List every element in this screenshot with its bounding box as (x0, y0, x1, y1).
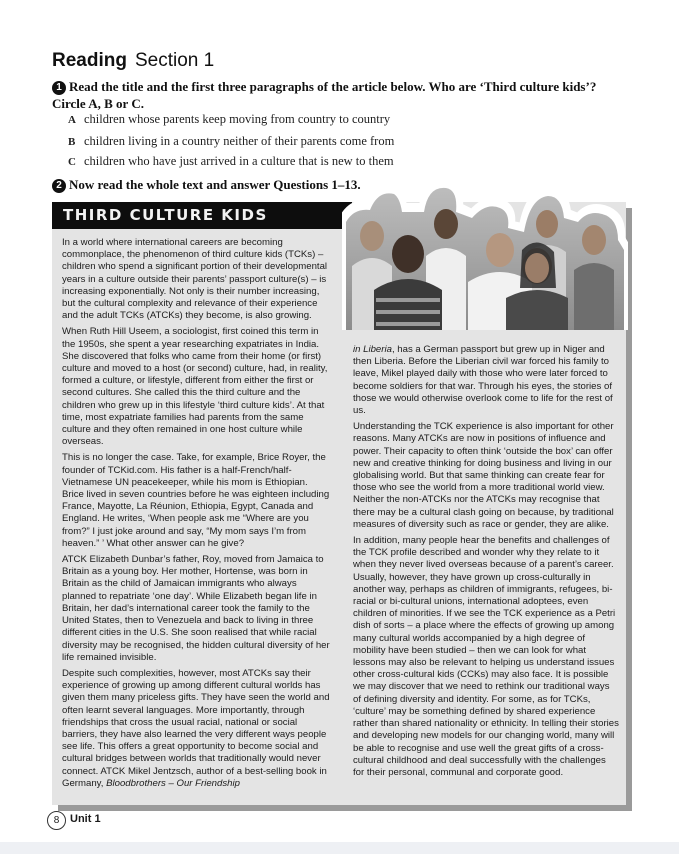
paragraph: This is no longer the case. Take, for example, Brice Royer, the founder of TCKid.com. His father is a half-French/half-Vietnamese UN peacekeeper, while his mom is Ethiopian. Brice lived in seven countries before he was eighteen including France, Mayotte, La Réunion, Ethiopia, Egypt, Canada and England. He writes, ‘When people ask me “Where are you from?” I just joke around and say, “My mom says I’m from heaven.” ’ What other answer can he give? (62, 452, 330, 549)
question-number-badge: 1 (52, 81, 66, 95)
option-letter: A (68, 114, 76, 126)
option-a[interactable] (68, 112, 390, 127)
group-of-teenagers-photo (342, 178, 628, 330)
book-title: Bloodbrothers – Our Friendship (106, 777, 240, 789)
book-title-continued: in Liberia (353, 344, 392, 355)
option-text: children who have just arrived in a culture that is new to them (84, 154, 394, 168)
paragraph: In a world where international careers are becoming commonplace, the phenomenon of third culture kids (TCKs) – children who spend a significant portion of their developmental years in a culture outside their parents’ passport culture(s) – is increasing exponentially. Not only is their number increasing, but the cultural complexity and relevance of their experience and the adult TCKs (ATCKs) they become, is also growing. (62, 237, 328, 322)
paragraph: When Ruth Hill Useem, a sociologist, first coined this term in the 1950s, she spent a year researching expatriates in India. She discovered that folks who came from their home (or first) culture and moved to a host (or second) culture, had, in reality, formed a culture, or lifestyle, different from either the first or second cultures. She called this the third culture and the children who grew up in this lifestyle ‘third culture kids’. At that time, most expatriate families had parents from the same culture and they often remained in one host culture while overseas. (62, 326, 328, 448)
unit-label: Unit 1 (70, 813, 101, 825)
option-text: children living in a country neither of their parents come from (84, 134, 395, 148)
paragraph (353, 344, 619, 417)
section-heading-bold: Reading (52, 50, 127, 71)
article-left-column (62, 237, 330, 794)
option-letter: B (68, 136, 76, 148)
paragraph: In addition, many people hear the benefits and challenges of the TCK profile described and wonder why they relate to it when they never lived overseas because of a parent’s career. Usually, however, they have grown up cross-culturally in another way, perhaps as children of immigrants, refugees, bi-racial or bi-cultural unions, international adoptees, even children of minorities. If we see the TCK experience as a Petri dish of sorts – a place where the effects of growing up among many cultural worlds accompanied by a high degree of mobility have been studied – then we can look for what lessons may also be relevant to helping us understand issues other cross-cultural kids (CCKs) may also face. It is possible we may discover that we need to rethink our traditional ways of defining diversity and identity. For some, as for TCKs, ‘culture’ may be something defined by shared experience rather than shared nationality or ethnicity. In telling their stories and developing new models for our changing world, many will be able to recognise and use well the great gifts of a cross-cultural childhood and deal successfully with the challenges for their personal, communal and corporate good. (353, 535, 619, 778)
paragraph: ATCK Elizabeth Dunbar’s father, Roy, moved from Jamaica to Britain as a young boy. Her mother, Hortense, was born in Britain as the child of Jamaican immigrants who always planned to repatriate ‘one day’. While Elizabeth began life in Britain, her dad’s international career took the family to the United States, then to Venezuela and back to living in three different cities in the U.S. She soon realised that while racial diversity may be recognised, the hidden cultural diversity of her life remained invisible. (62, 554, 330, 663)
question-number-badge: 2 (52, 179, 66, 193)
question-2-instruction (52, 176, 361, 193)
section-heading (52, 50, 214, 72)
section-heading-normal: Section 1 (134, 50, 215, 71)
paragraph (62, 668, 330, 790)
question-1-instruction (52, 78, 622, 112)
paragraph: Understanding the TCK experience is also important for other reasons. Many ATCKs are now in positions of influence and power. Their capacity to often think ‘outside the box’ can offer new and creative thinking for doing business and living in our globalising world. But that same thinking can create fear for those who see the world from a more traditional world view. Neither the non-ATCKs nor the ATCKs may recognise that there may be a cultural clash going on because, by traditional measures of diversity such as race or gender, they are alike. (353, 421, 614, 530)
page-number: 8 (47, 811, 66, 830)
question-2-text: Now read the whole text and answer Questions 1–13. (69, 177, 361, 192)
option-text: children whose parents keep moving from country to country (84, 112, 391, 126)
option-c[interactable] (68, 154, 394, 169)
bottom-strip (0, 842, 679, 854)
option-letter: C (68, 156, 76, 168)
paragraph-text: Despite such complexities, however, most ATCKs say their experience of growing up among different cultural worlds has given them many priceless gifts. They have seen the world and often learnt several languages. More importantly, through friendships that cross the usual racial, national or social barriers, they have also learned the very different ways people see life. This offers a great opportunity to become social and cultural bridges between worlds that traditionally would never connect. ATCK Mikel Jentzsch, author of a best-selling book in Germany, (62, 667, 330, 789)
paragraph-text: , has a German passport but grew up in Niger and then Liberia. Before the Liberian civil war forced his family to leave, Mikel played daily with those who were later forced to become soldiers for that war. Through his eyes, the stories of those we would otherwise overlook come to life for the rest of us. (353, 344, 613, 417)
option-b[interactable] (68, 134, 394, 149)
article-title: THIRD CULTURE KIDS (63, 206, 268, 224)
question-1-text: Read the title and the first three paragraphs of the article below. Who are ‘Third culture kids’? Circle A, B or C. (52, 79, 597, 111)
article-right-column (353, 344, 619, 783)
